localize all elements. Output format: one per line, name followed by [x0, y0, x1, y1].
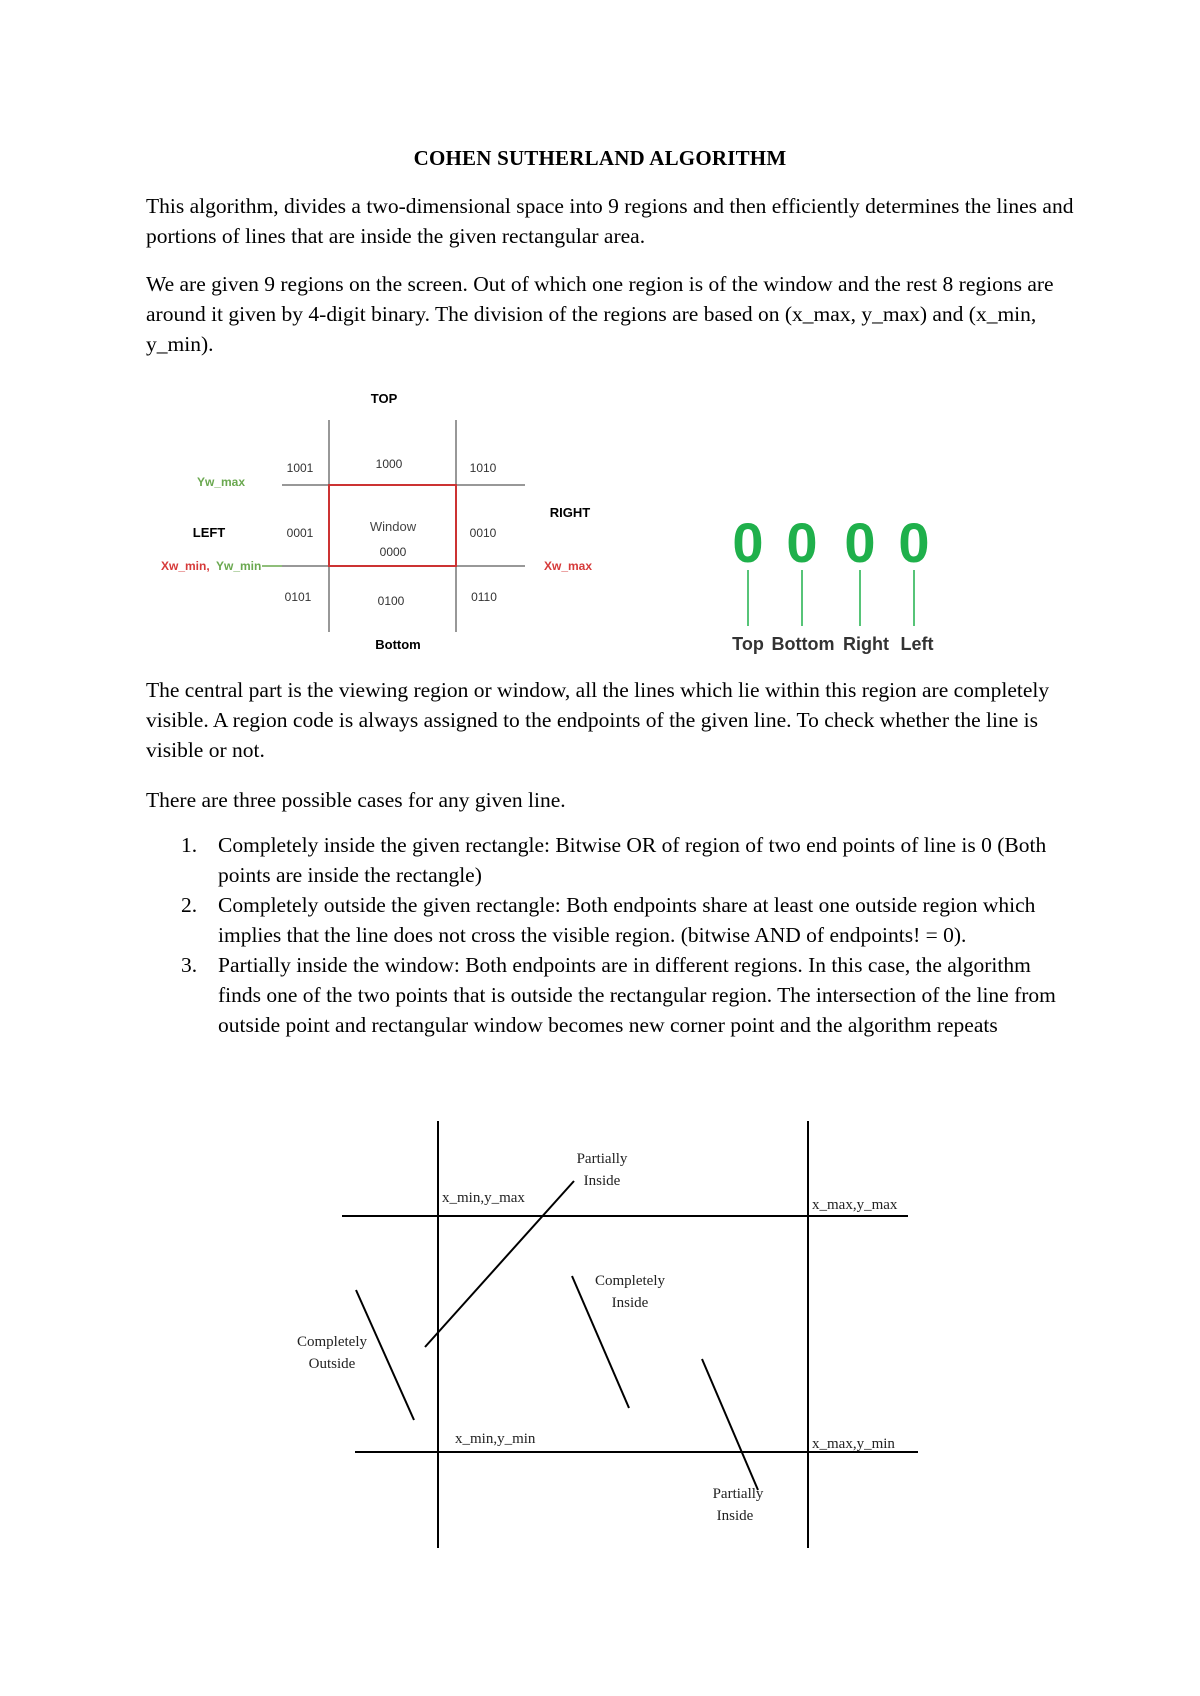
- label-partially-inside-top-1: Partially: [576, 1151, 628, 1167]
- code-bottom-right: 0110: [471, 590, 497, 604]
- code-top-left: 1001: [286, 461, 314, 475]
- label-completely-inside-2: Inside: [611, 1295, 649, 1311]
- corner-top-right: x_max,y_max: [812, 1197, 898, 1213]
- label-window: Window: [369, 519, 417, 534]
- page-title: COHEN SUTHERLAND ALGORITHM: [413, 146, 787, 170]
- line-partially-inside-bottom: [702, 1359, 758, 1490]
- central-paragraph: The central part is the viewing region or window, all the lines which lie within this region are completely visible. A region code is always assigned to the endpoints of the given line. To check whether the line is visible or not.: [146, 678, 1050, 762]
- code-top: 1000: [375, 457, 403, 471]
- label-left: LEFT: [192, 525, 226, 540]
- code-left: 0001: [286, 526, 314, 540]
- code-bottom: 0100: [377, 594, 405, 608]
- intro-paragraph: This algorithm, divides a two-dimensional space into 9 regions and then efficiently determines the lines and portions of lines that are inside the given rectangular area.: [146, 194, 1074, 248]
- code-bottom-left: 0101: [284, 590, 312, 604]
- code-top-right: 1010: [469, 461, 497, 475]
- label-completely-outside-1: Completely: [297, 1334, 367, 1350]
- label-top: TOP: [370, 391, 398, 406]
- bit-digit-top: 0: [732, 511, 764, 574]
- label-xw-max: Xw_max: [543, 559, 593, 573]
- bit-digit-bottom: 0: [786, 511, 818, 574]
- bit-digit-left: 0: [898, 511, 930, 574]
- list-number: 3.: [181, 953, 198, 977]
- list-number: 1.: [181, 833, 198, 857]
- corner-top-left: x_min,y_max: [442, 1190, 525, 1206]
- list-text: Partially inside the window: Both endpoints are in different regions. In this case, the algorithm finds one of the two points that is outside the rectangular region. The intersection of the line from outside point and rectangular window becomes new corner point and the algorithm repeats: [218, 953, 1056, 1037]
- label-partially-inside-bottom-2: Inside: [716, 1508, 754, 1524]
- list-text: Completely inside the given rectangle: Bitwise OR of region of two end points of line is 0 (Both points are inside the rectangle): [218, 833, 1047, 887]
- regions-paragraph: We are given 9 regions on the screen. Out of which one region is of the window and the rest 8 regions are around it given by 4-digit binary. The division of the regions are based on (x_max, y_max) and (x_min, y_min).: [146, 272, 1054, 356]
- label-yw-max: Yw_max: [196, 475, 246, 489]
- bit-label-top: Top: [732, 634, 764, 654]
- label-partially-inside-top-2: Inside: [583, 1173, 621, 1189]
- label-partially-inside-bottom-1: Partially: [712, 1486, 764, 1502]
- code-right: 0010: [469, 526, 497, 540]
- bit-label-left: Left: [900, 634, 934, 654]
- label-completely-inside-1: Completely: [595, 1273, 665, 1289]
- bit-label-right: Right: [843, 634, 889, 654]
- label-bottom: Bottom: [375, 637, 421, 652]
- list-number: 2.: [181, 893, 198, 917]
- label-yw-min: Yw_min: [216, 559, 262, 573]
- cases-intro: There are three possible cases for any given line.: [146, 788, 566, 812]
- corner-bottom-left: x_min,y_min: [455, 1431, 536, 1447]
- bit-label-bottom: Bottom: [771, 634, 835, 654]
- code-center: 0000: [379, 545, 407, 559]
- label-right: RIGHT: [549, 505, 591, 520]
- list-text: Completely outside the given rectangle: Both endpoints share at least one outside region which implies that the line does not cross the visible region. (bitwise AND of endpoints! = 0).: [218, 893, 1036, 947]
- bit-digit-right: 0: [844, 511, 876, 574]
- line-completely-outside: [356, 1290, 414, 1420]
- label-xw-min: Xw_min,: [161, 559, 210, 573]
- label-completely-outside-2: Outside: [308, 1356, 356, 1372]
- corner-bottom-right: x_max,y_min: [812, 1436, 895, 1452]
